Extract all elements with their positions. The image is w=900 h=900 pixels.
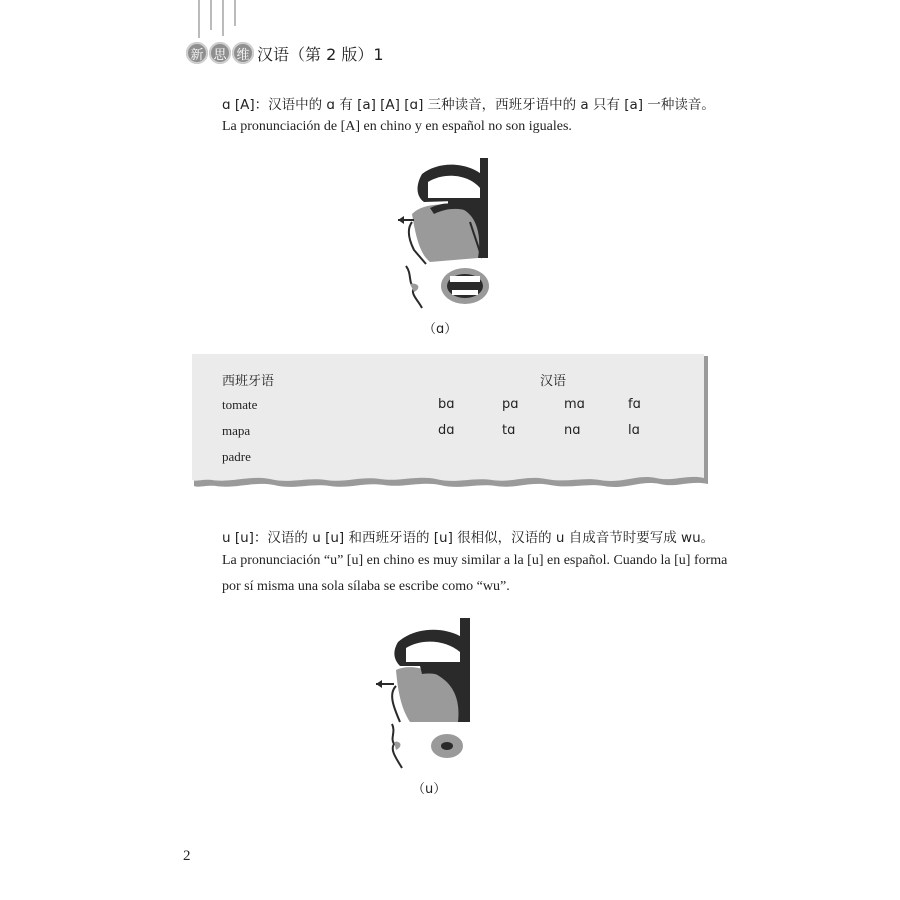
spanish-word: tomate	[222, 397, 258, 412]
vowel-u-description-es-line1: La pronunciación “u” [u] en chino es muy similar a la [u] en español. Cuando la [u] forma	[222, 553, 728, 568]
lips-rounded-u-illustration	[382, 722, 472, 770]
vowel-u-description-es-line2: por sí misma una sola sílaba se escribe como “wu”.	[222, 579, 510, 594]
pinyin-syllable: dɑ	[438, 423, 455, 438]
header-circle-char: 维	[232, 42, 254, 64]
pinyin-syllable: fɑ	[628, 397, 641, 412]
mouth-side-view-a-illustration	[390, 158, 500, 268]
lips-open-a-illustration	[400, 262, 495, 310]
running-header	[186, 38, 384, 68]
page-number: 2	[183, 848, 191, 864]
figure-caption-a: （ɑ）	[423, 322, 458, 337]
header-circle-char: 新	[186, 42, 208, 64]
header-circle-char: 思	[209, 42, 231, 64]
spanish-word: mapa	[222, 423, 251, 438]
mouth-side-view-u-illustration	[372, 618, 472, 723]
figure-caption-u: （u）	[412, 782, 447, 797]
pinyin-syllable: bɑ	[438, 397, 455, 412]
spanish-word: padre	[222, 449, 251, 464]
vowel-a-description-es: La pronunciación de [A] en chino y en español no son iguales.	[222, 119, 572, 134]
header-title: 汉语（第 2 版）1	[257, 44, 384, 64]
table-header-spanish: 西班牙语	[222, 374, 275, 389]
table-header-chinese: 汉语	[540, 374, 567, 389]
vowel-u-description-cn: u [u]：汉语的 u [u] 和西班牙语的 [u] 很相似，汉语的 u 自成音节时要写成 wu。	[222, 530, 715, 546]
pinyin-syllable: tɑ	[502, 423, 516, 438]
comparison-table-card	[190, 352, 710, 492]
pinyin-syllable: nɑ	[564, 423, 581, 438]
header-decoration-lines	[196, 0, 241, 40]
pinyin-syllable: mɑ	[564, 397, 585, 412]
vowel-a-description-cn: ɑ [A]：汉语中的 ɑ 有 [a] [A] [ɑ] 三种读音，西班牙语中的 a 只有 [a] 一种读音。	[222, 97, 715, 113]
pinyin-syllable: lɑ	[628, 423, 640, 438]
pinyin-syllable: pɑ	[502, 397, 519, 412]
